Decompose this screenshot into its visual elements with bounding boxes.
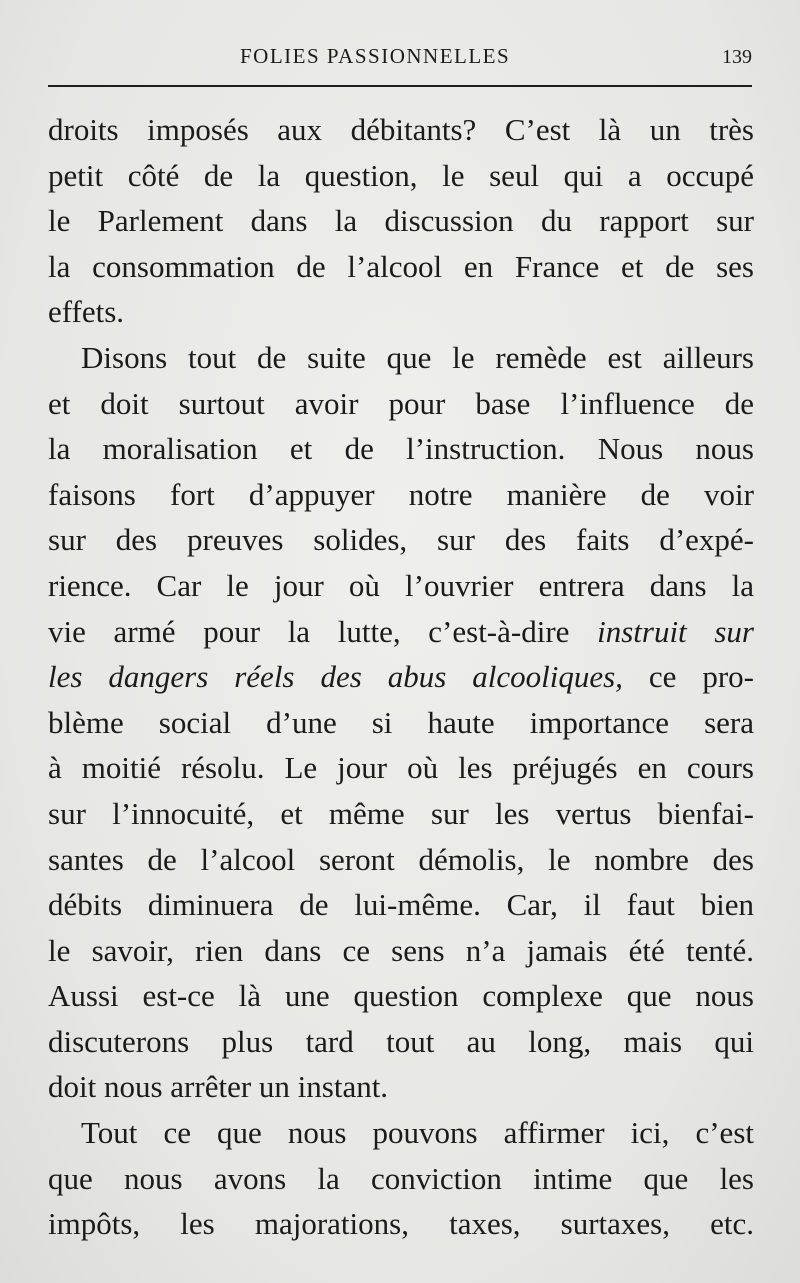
paragraph-1 (48, 107, 754, 335)
text-segment: ce pro- (622, 659, 754, 695)
text-line: Aussi est-ce là une question complexe que nous (48, 978, 754, 1014)
text-line: impôts, les majorations, taxes, surtaxes, etc. (48, 1206, 754, 1242)
text-line: santes de l’alcool seront démolis, le nombre des (48, 841, 754, 877)
text-line: blème social d’une si haute importance sera (48, 704, 754, 740)
text-line: Disons tout de suite que le remède est ailleurs (81, 339, 754, 375)
body-text (48, 107, 754, 1247)
header-rule (48, 85, 752, 87)
text-line: et doit surtout avoir pour base l’influence de (48, 385, 754, 421)
text-line: le Parlement dans la discussion du rapport sur (48, 203, 754, 239)
italic-segment: les dangers réels des abus alcooliques, (48, 659, 623, 695)
text-line: petit côté de la question, le seul qui a occupé (48, 157, 754, 193)
page-number: 139 (722, 46, 752, 68)
paragraph-2 (48, 335, 754, 1110)
text-line: doit nous arrêter un instant. (48, 1069, 389, 1105)
text-line: droits imposés aux débitants? C’est là un très (48, 112, 754, 147)
text-line (48, 609, 754, 655)
paragraph-3 (48, 1110, 754, 1247)
text-line: la consommation de l’alcool en France et de ses (48, 248, 754, 284)
text-line: Tout ce que nous pouvons affirmer ici, c’est (81, 1115, 754, 1151)
text-line: effets. (48, 294, 125, 330)
italic-segment: instruit sur (597, 613, 754, 649)
page-header (48, 38, 752, 78)
text-line: la moralisation et de l’instruction. Nous nous (48, 431, 754, 467)
text-line: rience. Car le jour où l’ouvrier entrera dans la (48, 567, 754, 603)
text-line: le savoir, rien dans ce sens n’a jamais été tenté. (48, 932, 754, 968)
text-line: sur des preuves solides, sur des faits d’expé- (48, 522, 754, 558)
text-line (48, 654, 754, 700)
text-line: discuterons plus tard tout au long, mais qui (48, 1023, 754, 1059)
text-line: à moitié résolu. Le jour où les préjugés en cours (48, 750, 754, 786)
text-line: faisons fort d’appuyer notre manière de voir (48, 476, 754, 512)
running-title: FOLIES PASSIONNELLES (240, 44, 511, 68)
text-line: que nous avons la conviction intime que les (48, 1160, 754, 1196)
text-segment: vie armé pour la lutte, c’est-à-dire (48, 613, 598, 649)
text-line: débits diminuera de lui-même. Car, il faut bien (48, 887, 754, 923)
text-line: sur l’innocuité, et même sur les vertus bienfai- (48, 795, 754, 831)
